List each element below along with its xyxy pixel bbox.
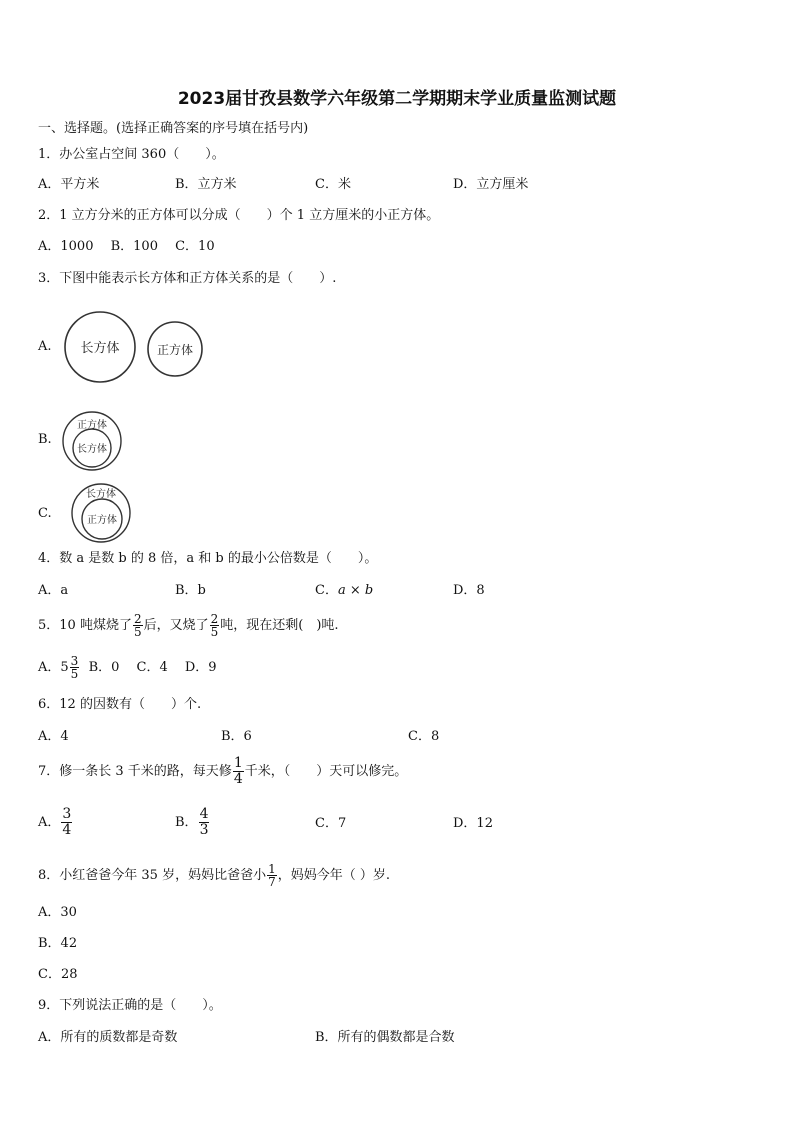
question-6-option-b: B．6 — [221, 729, 252, 744]
question-4-option-c: C．a × b — [315, 583, 374, 598]
question-4-option-b: B．b — [175, 583, 206, 598]
cube-label: 正方体 — [156, 343, 194, 357]
question-2-stem: 2．1 立方分米的正方体可以分成（ ）个 1 立方厘米的小正方体。 — [38, 208, 440, 223]
a-times-b-expression: a × b — [337, 583, 374, 598]
question-3-option-c: C. — [38, 506, 52, 521]
question-6-stem: 6．12 的因数有（ ）个. — [38, 697, 202, 712]
option-b-nested-circles-figure — [60, 410, 126, 472]
page-title: 2023届甘孜县数学六年级第二学期期末学业质量监测试题 — [177, 89, 617, 109]
question-7-option-b: B． $\frac{4}{3}$ — [175, 806, 209, 838]
question-8-option-c: C．28 — [38, 967, 78, 982]
question-9-option-a: A．所有的质数都是奇数 — [38, 1030, 178, 1045]
question-8-stem: 8．小红爸爸今年 35 岁，妈妈比爸爸小 $\frac{1}{7}$ ，妈妈今年（ ）岁. — [38, 862, 390, 889]
question-8-option-b: B．42 — [38, 936, 78, 951]
question-4-stem: 4．数 a 是数 b 的 8 倍，a 和 b 的最小公倍数是（ ）。 — [38, 551, 378, 566]
cube-label: 正方体 — [77, 420, 107, 431]
cuboid-label: 长方体 — [77, 444, 107, 455]
question-1-option-d: D．立方厘米 — [453, 177, 529, 192]
cuboid-label: 长方体 — [86, 489, 116, 500]
question-9-option-b: B．所有的偶数都是合数 — [315, 1030, 455, 1045]
cube-label: 正方体 — [87, 515, 117, 526]
question-1-option-b: B．立方米 — [175, 177, 237, 192]
question-3-option-b: B. — [38, 432, 52, 447]
fraction-one-quarter: $\frac{1}{4}$ — [233, 755, 243, 787]
option-c-nested-circles-figure — [68, 482, 134, 544]
question-6-option-c: C．8 — [408, 729, 440, 744]
question-1-stem: 1．办公室占空间 360（ ）。 — [38, 147, 225, 162]
question-9-stem: 9．下列说法正确的是（ ）。 — [38, 998, 222, 1013]
question-3-option-a: A. — [38, 339, 52, 354]
mixed-number-fraction: $\frac{3}{5}$ — [70, 654, 79, 681]
section-heading: 一、选择题。(选择正确答案的序号填在括号内) — [38, 121, 309, 136]
question-7-stem: 7．修一条长 3 千米的路，每天修 $\frac{1}{4}$ 千米，（ ）天可以修完。 — [38, 755, 408, 787]
question-7-option-c: C．7 — [315, 816, 347, 831]
question-7-option-d: D．12 — [453, 816, 493, 831]
fraction-two-fifths: $\frac{2}{5}$ — [133, 612, 142, 639]
question-4-option-d: D．8 — [453, 583, 485, 598]
cuboid-label: 长方体 — [80, 341, 120, 356]
question-1-option-a: A．平方米 — [38, 177, 100, 192]
fraction-two-fifths: $\frac{2}{5}$ — [210, 612, 219, 639]
option-a-separate-circles-figure — [62, 306, 207, 388]
question-1-option-c: C．米 — [315, 177, 351, 192]
question-7-option-a: A． $\frac{3}{4}$ — [38, 806, 72, 838]
question-5-stem: 5．10 吨煤烧了 $\frac{2}{5}$ 后，又烧了 $\frac{2}{5}$ 吨，现在还剩( )吨. — [38, 612, 339, 639]
question-8-option-a: A．30 — [38, 905, 77, 920]
fraction-one-seventh: $\frac{1}{7}$ — [268, 862, 276, 889]
question-5-options: A．5 $\frac{3}{5}$ B．0 C．4 D．9 — [38, 654, 217, 681]
question-2-options: A．1000 B．100 C．10 — [38, 239, 215, 254]
question-3-stem: 3．下图中能表示长方体和正方体关系的是（ ）. — [38, 271, 337, 286]
question-6-option-a: A．4 — [38, 729, 69, 744]
fraction-three-quarters: $\frac{3}{4}$ — [62, 806, 72, 838]
fraction-four-thirds: $\frac{4}{3}$ — [199, 806, 209, 838]
question-4-option-a: A．a — [38, 583, 69, 598]
